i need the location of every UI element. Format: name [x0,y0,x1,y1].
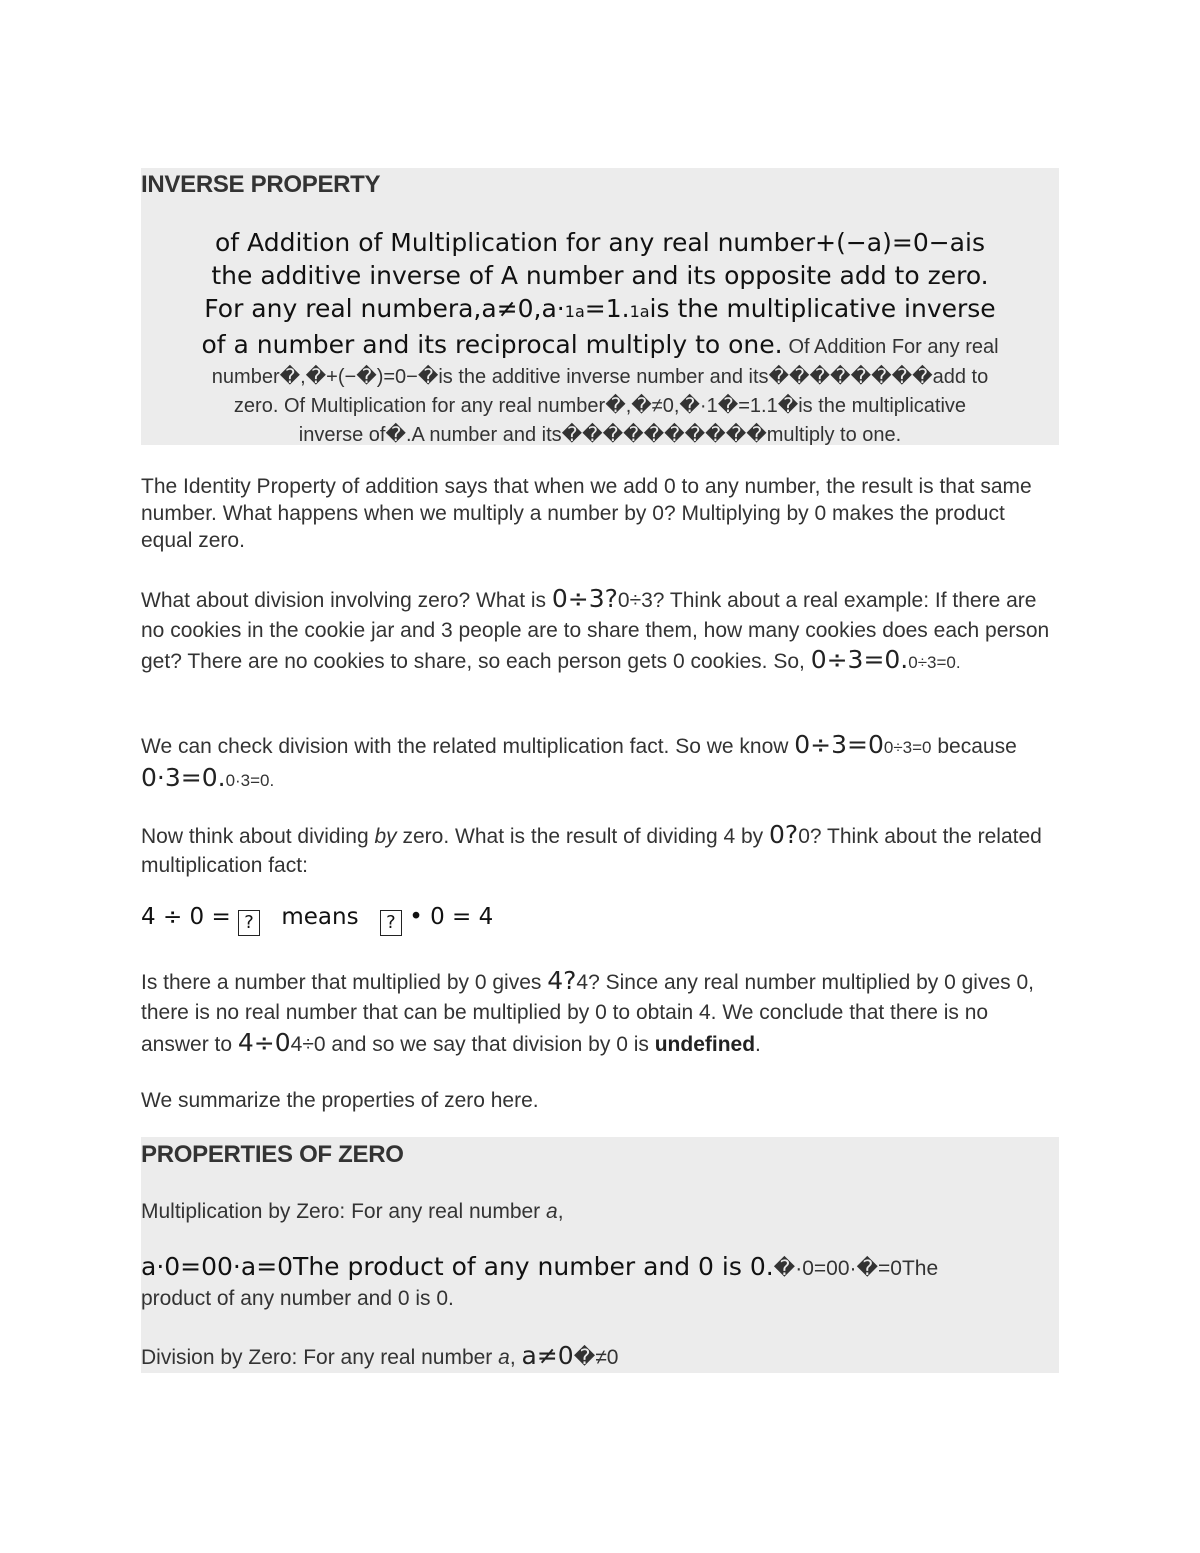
mult-label-a-var: a [546,1200,558,1223]
inverse-big-line-3 [141,292,1059,328]
mult-small-b: product of any number and 0 is 0. [141,1287,454,1310]
p5-text-c: 4? Since any real number multiplied by 0 gives 0, there is no real number that can be multiplied by 0 to obtain 4. We conclude that there is no answer to [141,971,1034,1056]
div-label-a: Division by Zero: For any real number [141,1346,499,1369]
div-big: a≠0 [521,1341,574,1370]
inverse-small-line-2: number�,�+(−�)=0−�is the additive inverse number and its��������add to [211,366,989,388]
inverse-property-content [141,226,1059,450]
p3-math-e: 0·3=0. [141,763,226,792]
p2-math-b: 0÷3? [551,584,618,613]
p3-math-b: 0÷3=0 [794,730,884,759]
p5-undefined-bold: undefined [654,1033,756,1056]
p3-small-f: 0·3=0. [225,771,275,790]
identity-paragraph: The Identity Property of addition says that when we add 0 to any number, the result is that same number. What happens when we multiply a number by 0? Multiplying by 0 makes the product equal zero. [141,475,1032,552]
multiplication-by-zero-label [141,1198,1059,1225]
inverse-property-heading: INVERSE PROPERTY [141,171,381,198]
mult-small-a: �·0=00·�=0The [773,1257,939,1280]
p4-text-a: Now think about dividing [141,825,375,848]
inverse-big-line-4: of a number and its reciprocal multiply to one. [201,330,783,359]
multiplication-by-zero-statement [141,1252,1059,1314]
equation-left: 4 ÷ 0 = [141,904,231,930]
p4-text-c: zero. What is the result of dividing 4 by [396,825,770,848]
div-label-a-var: a [498,1346,510,1369]
properties-of-zero-heading: PROPERTIES OF ZERO [141,1141,404,1168]
p4-italic-b: by [374,825,397,848]
equation-means: means [281,904,359,930]
div-small: �≠0 [573,1346,619,1369]
inverse-big-line-1: of Addition of Multiplication for any real number+(−a)=0−ais [215,228,985,257]
p2-small-e: 0÷3=0. [908,653,961,672]
mult-big-statement: a·0=00·a=0The product of any number and 0 is 0. [141,1252,774,1281]
p4-math-d: 0? [769,820,799,849]
inverse-small-line-1: Of Addition For any real [788,336,999,358]
inverse-big-line-3-part-e: is the multiplicative inverse [649,294,996,323]
dividing-by-zero-paragraph [141,820,1059,880]
inverse-big-line-3-part-b: 1a [564,302,585,321]
p3-text-a: We can check division with the related multiplication fact. So we know [141,735,795,758]
mult-label-a: Multiplication by Zero: For any real number [141,1200,546,1223]
check-division-paragraph [141,730,1059,796]
division-by-zero-label [141,1342,1059,1371]
div-label-c: , [509,1346,522,1369]
inverse-big-line-2: the additive inverse of A number and its opposite add to zero. [211,261,989,290]
p5-math-b: 4? [547,966,577,995]
p5-text-e: 4÷0 and so we say that division by 0 is [290,1033,655,1056]
p3-small-c: 0÷3=0 [883,738,932,757]
inverse-small-line-3: zero. Of Multiplication for any real number�,�≠0,�·1�=1.1�is the multiplicative [233,395,967,417]
inverse-line-4 [141,328,1059,363]
p2-text-c: 0÷3? Think about a real example: If there are no cookies in the cookie jar and 3 people are to share them, how many cookies does each person get? There are no cookies to share, so each person gets 0 cookies. So, [141,589,1050,673]
mult-label-c: , [557,1200,564,1223]
p5-text-a: Is there a number that multiplied by 0 gives [141,971,548,994]
p2-text-a: What about division involving zero? What is [141,589,552,612]
equation-unknown-box-2: ? [380,910,402,936]
inverse-big-line-3-part-a: For any real numbera,a≠0,a· [204,294,565,323]
inverse-big-line-3-part-d: 1a [629,302,650,321]
equation-right: • 0 = 4 [409,904,494,930]
p5-text-g: . [755,1033,761,1056]
division-zero-paragraph [141,584,1059,677]
p3-text-d: because [931,735,1017,758]
equation-unknown-box-1: ? [238,910,260,936]
p5-math-d: 4÷0 [237,1028,291,1057]
undefined-paragraph [141,966,1059,1060]
division-equation [141,904,493,936]
summary-paragraph: We summarize the properties of zero here. [141,1089,539,1112]
inverse-small-line-4: inverse of�.A number and its����������multiply to one. [298,424,902,446]
p4-text-e: 0? Think about the related multiplication fact: [141,825,1042,877]
p2-math-d: 0÷3=0. [810,645,909,674]
inverse-big-line-3-part-c: =1. [584,294,630,323]
